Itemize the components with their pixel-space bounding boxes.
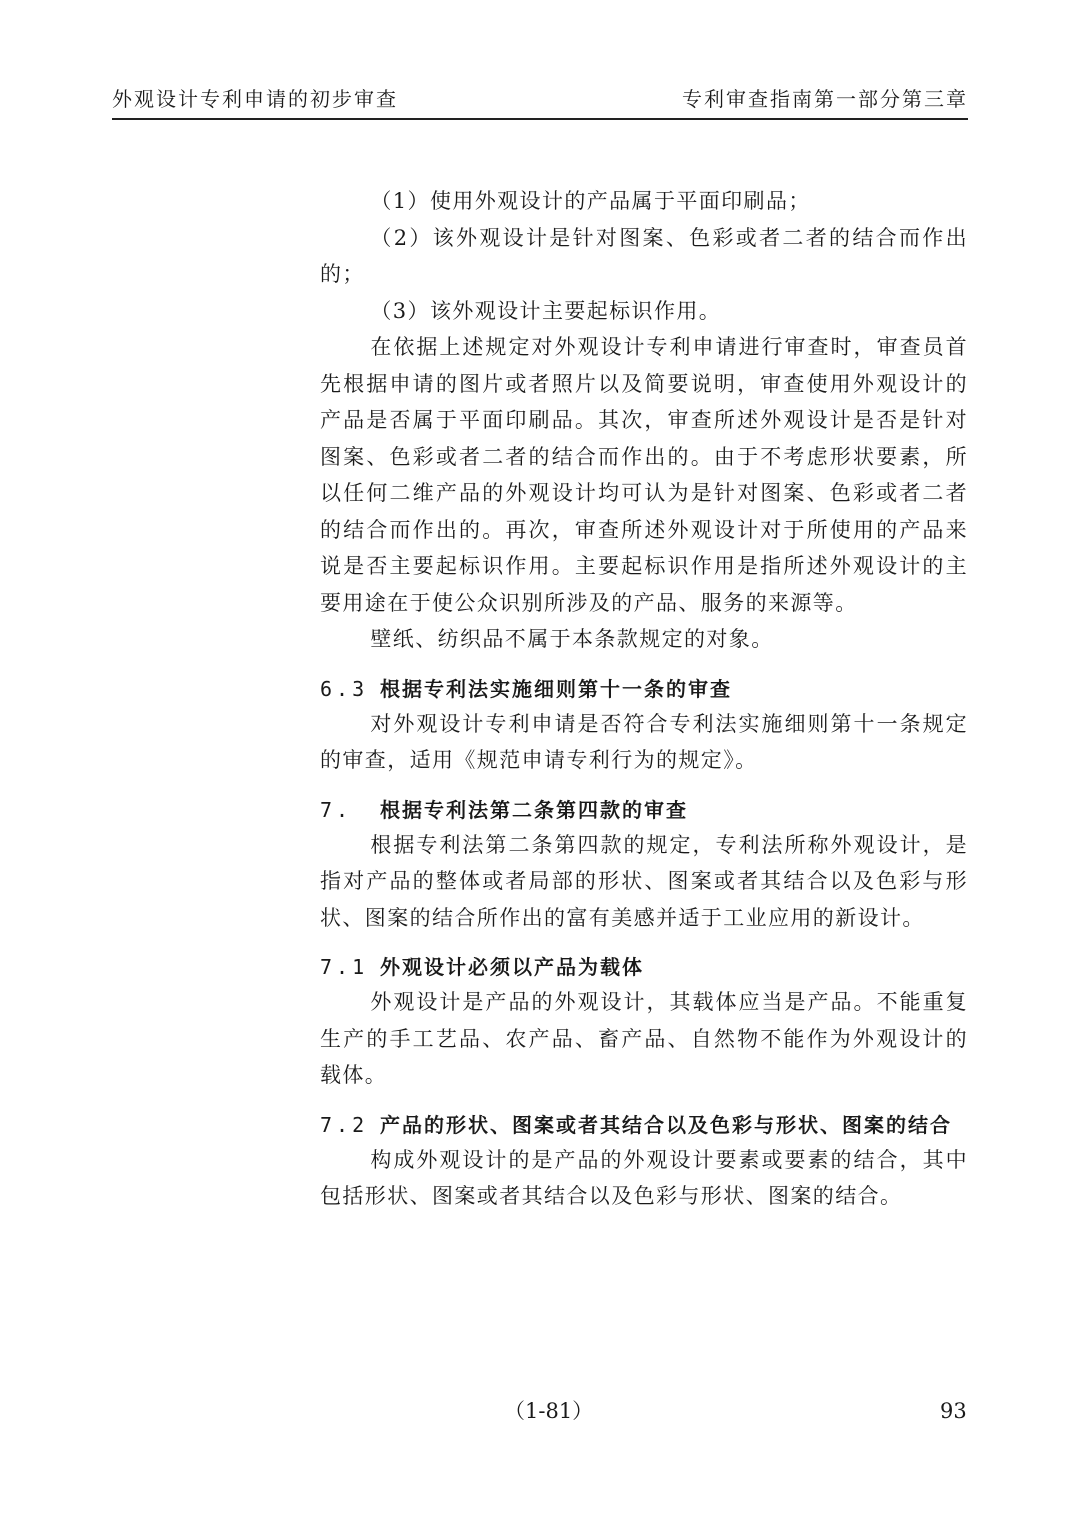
section-title: 产品的形状、图案或者其结合以及色彩与形状、图案的结合 — [380, 1112, 952, 1137]
page-body — [320, 183, 968, 1215]
section-title: 外观设计必须以产品为载体 — [380, 955, 644, 979]
section-paragraph: 根据专利法第二条第四款的规定，专利法所称外观设计，是指对产品的整体或者局部的形状、图案或者其结合以及色彩与形状、图案的结合所作出的富有美感并适于工业应用的新设计。 — [320, 832, 968, 930]
section-paragraph: 对外观设计专利申请是否符合专利法实施细则第十一条规定的审查，适用《规范申请专利行为的规定》。 — [320, 711, 968, 772]
header-chapter-title: 外观设计专利申请的初步审查 — [112, 87, 398, 111]
folio: （1-81） — [504, 1399, 594, 1423]
section-heading-7 — [320, 793, 968, 827]
list-item: （2）该外观设计是针对图案、色彩或者二者的结合而作出的； — [320, 225, 968, 286]
section-title: 根据专利法第二条第四款的审查 — [380, 797, 688, 822]
section-paragraph: 构成外观设计的是产品的外观设计要素或要素的结合，其中包括形状、图案或者其结合以及色彩与形状、图案的结合。 — [320, 1147, 968, 1208]
section-number: 7.1 — [320, 955, 369, 979]
section-paragraph: 外观设计是产品的外观设计，其载体应当是产品。不能重复生产的手工艺品、农产品、畜产品、自然物不能作为外观设计的载体。 — [320, 990, 968, 1087]
paragraph-wallpaper: 壁纸、纺织品不属于本条款规定的对象。 — [370, 627, 774, 651]
section-heading-6-3 — [320, 672, 968, 706]
header-guide-title: 专利审查指南第一部分第三章 — [682, 87, 968, 111]
section-number: 7.2 — [320, 1112, 369, 1137]
section-number: 6.3 — [320, 676, 369, 701]
section-title: 根据专利法实施细则第十一条的审查 — [380, 676, 732, 701]
list-item: （1）使用外观设计的产品属于平面印刷品； — [370, 189, 811, 213]
paragraph-review-procedure: 在依据上述规定对外观设计专利申请进行审查时，审查员首先根据申请的图片或者照片以及简要说明，审查使用外观设计的产品是否属于平面印刷品。其次，审查所述外观设计是否是针对图案、色彩或者二者的结合而作出的。由于不考虑形状要素，所以任何二维产品的外观设计均可认为是针对图案、色彩或者二者的结合而作出的。再次，审查所述外观设计对于所使用的产品来说是否主要起标识作用。主要起标识作用是指所述外观设计的主要用途在于使公众识别所涉及的产品、服务的来源等。 — [320, 335, 968, 615]
list-item: （3）该外观设计主要起标识作用。 — [370, 298, 722, 323]
section-number: 7. — [320, 797, 353, 822]
running-header — [112, 84, 968, 120]
section-heading-7-1 — [320, 950, 968, 984]
page-number: 93 — [940, 1399, 967, 1423]
section-heading-7-2 — [320, 1108, 968, 1142]
